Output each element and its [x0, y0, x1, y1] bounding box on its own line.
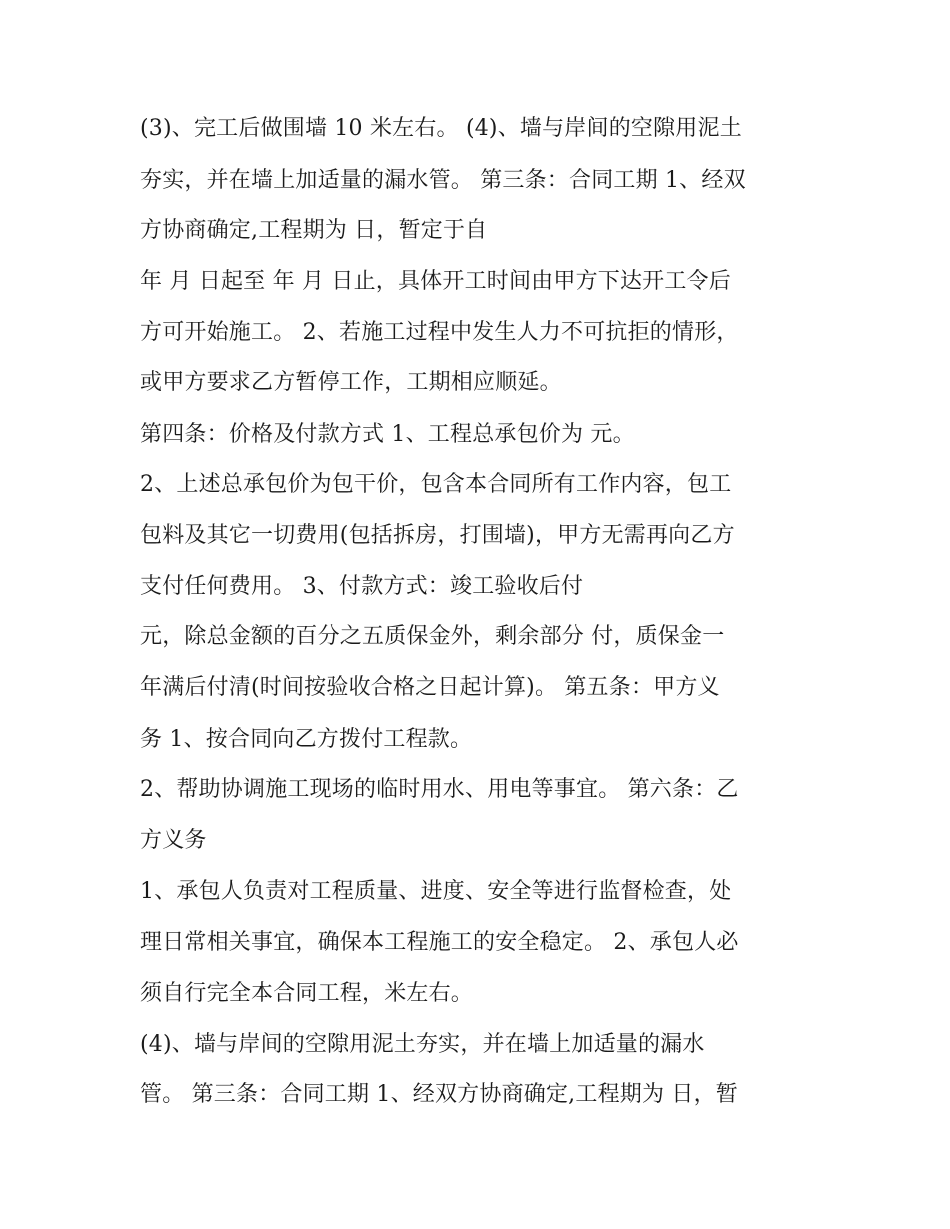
text-line: 方协商确定,工程期为 日，暂定于自 [140, 218, 488, 243]
text-line: 2、上述总承包价为包干价，包含本合同所有工作内容，包工 [140, 472, 732, 497]
text-line: 包料及其它一切费用(包括拆房，打围墙)，甲方无需再向乙方 [140, 523, 735, 548]
text-line: 方可开始施工。 2、若施工过程中发生人力不可抗拒的情形， [140, 320, 739, 345]
text-line: 务 1、按合同向乙方拨付工程款。 [140, 727, 473, 752]
text-line: 元，除总金额的百分之五质保金外，剩余部分 付，质保金一 [140, 624, 725, 649]
text-line: 方义务 [140, 828, 207, 853]
text-line: 支付任何费用。 3、付款方式：竣工验收后付 [140, 574, 584, 599]
text-line: 或甲方要求乙方暂停工作，工期相应顺延。 [140, 370, 562, 395]
text-line: 年满后付清(时间按验收合格之日起计算)。 第五条：甲方义 [140, 675, 720, 700]
text-line: (3)、完工后做围墙 10 米左右。 (4)、墙与岸间的空隙用泥土 [140, 116, 742, 141]
text-line: 2、帮助协调施工现场的临时用水、用电等事宜。 第六条：乙 [140, 777, 739, 802]
text-line: 第四条：价格及付款方式 1、工程总承包价为 元。 [140, 422, 635, 447]
text-line: (4)、墙与岸间的空隙用泥土夯实，并在墙上加适量的漏水 [140, 1032, 705, 1057]
text-line: 理日常相关事宜，确保本工程施工的安全稳定。 2、承包人必 [140, 930, 739, 955]
text-line: 年 月 日起至 年 月 日止，具体开工时间由甲方下达开工令后 [140, 269, 731, 294]
text-line: 夯实，并在墙上加适量的漏水管。 第三条：合同工期 1、经双 [140, 168, 746, 193]
text-line: 管。 第三条：合同工期 1、经双方协商确定,工程期为 日，暂 [140, 1082, 738, 1107]
text-line: 须自行完全本合同工程，米左右。 [140, 981, 474, 1006]
text-line: 1、承包人负责对工程质量、进度、安全等进行监督检查，处 [140, 879, 732, 904]
